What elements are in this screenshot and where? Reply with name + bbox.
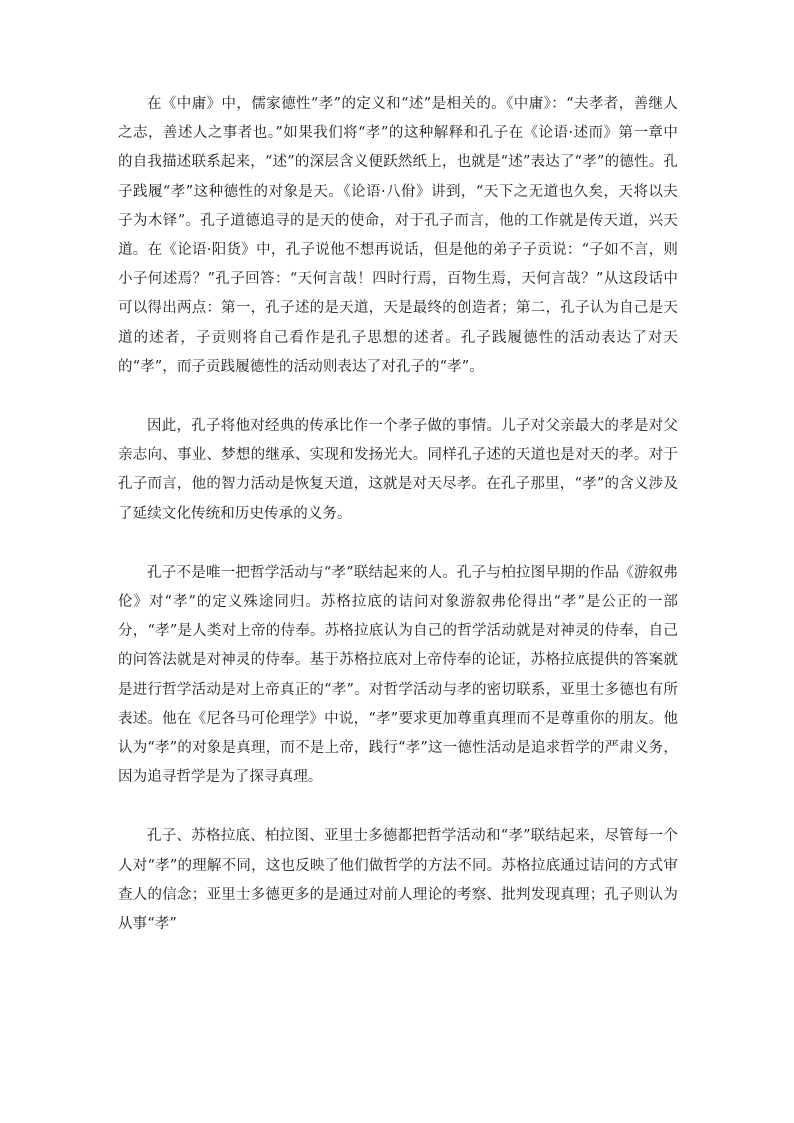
paragraph-3: 孔子不是唯一把哲学活动与“孝”联结起来的人。孔子与柏拉图早期的作品《游叙弗伦》对“孝”的定义殊途同归。苏格拉底的诘问对象游叙弗伦得出“孝”是公正的一部分，“孝”是人类对上帝的侍奉。苏格拉底认为自己的哲学活动就是对神灵的侍奉，自己的问答法就是对神灵的侍奉。基于苏格拉底对上帝侍奉的论证，苏格拉底提供的答案就是进行哲学活动是对上帝真正的“孝”。对哲学活动与孝的密切联系，亚里士多德也有所表述。他在《尼各马可伦理学》中说，“孝”要求更加尊重真理而不是尊重你的朋友。他认为“孝”的对象是真理，而不是上帝，践行“孝”这一德性活动是追求哲学的严肃义务，因为追寻哲学是为了探寻真理。	[118, 564, 678, 786]
paragraph-2: 因此，孔子将他对经典的传承比作一个孝子做的事情。儿子对父亲最大的孝是对父亲志向、事业、梦想的继承、实现和发扬光大。同样孔子述的天道也是对天的孝。对于孔子而言，他的智力活动是恢复天道，这就是对天尽孝。在孔子那里，“孝”的含义涉及了延续文化传统和历史传承的义务。	[118, 418, 678, 522]
document-body	[118, 90, 678, 969]
paragraph-1: 在《中庸》中，儒家德性“孝”的定义和“述”是相关的。《中庸》：“夫孝者，善继人之志，善述人之事者也。”如果我们将“孝”的这种解释和孔子在《论语·述而》第一章中的自我描述联系起来，“述”的深层含义便跃然纸上，也就是“述”表达了“孝”的德性。孔子践履“孝”这种德性的对象是天。《论语·八佾》讲到，“天下之无道也久矣，天将以夫子为木铎”。孔子道德追寻的是天的使命，对于孔子而言，他的工作就是传天道，兴天道。在《论语·阳货》中，孔子说他不想再说话，但是他的弟子子贡说：“子如不言，则小子何述焉？”孔子回答：“天何言哉！四时行焉，百物生焉，天何言哉？”从这段话中可以得出两点：第一，孔子述的是天道，天是最终的创造者；第二，孔子认为自己是天道的述者，子贡则将自己看作是孔子思想的述者。孔子践履德性的活动表达了对天的“孝”，而子贡践履德性的活动则表达了对孔子的“孝”。	[118, 96, 678, 375]
paragraph-4: 孔子、苏格拉底、柏拉图、亚里士多德都把哲学活动和“孝”联结起来，尽管每一个人对“孝”的理解不同，这也反映了他们做哲学的方法不同。苏格拉底通过诘问的方式审查人的信念；亚里士多德更多的是通过对前人理论的考察、批判发现真理；孔子则认为从事“孝”	[118, 828, 678, 933]
